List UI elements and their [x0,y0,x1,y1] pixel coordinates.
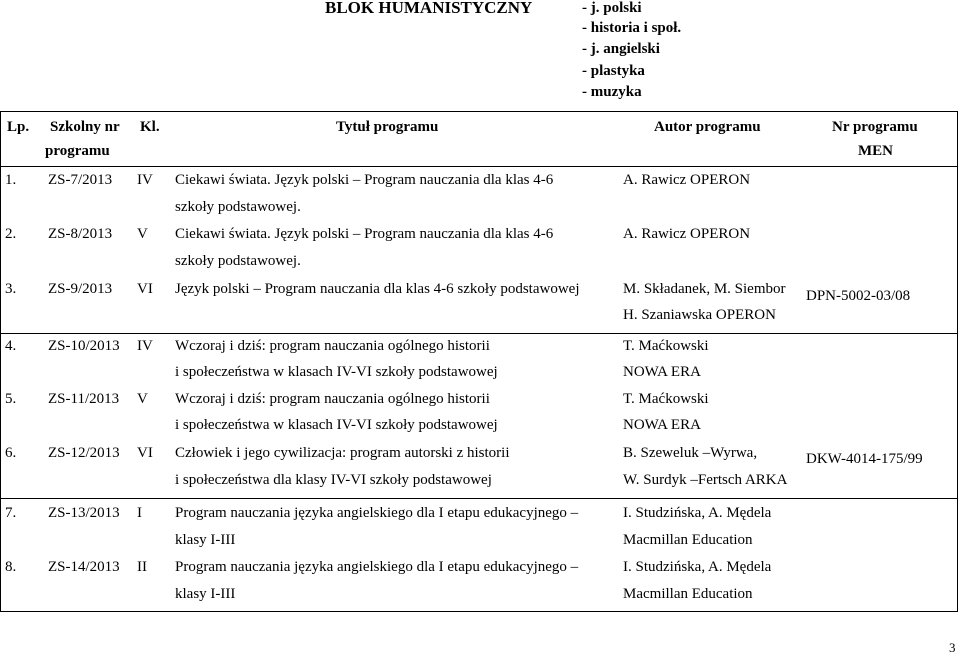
row-code: ZS-14/2013 [48,559,120,575]
header-title: Tytuł programu [336,119,439,135]
table-bottom-border [0,611,958,612]
row-men-number: DKW-4014-175/99 [806,451,923,467]
header-class: Kl. [140,119,160,135]
table-left-border [0,111,1,612]
row-author: Macmillan Education [623,532,753,548]
row-title: Język polski – Program nauczania dla klas 4-6 szkoły podstawowej [175,281,580,297]
row-title: Wczoraj i dziś: program nauczania ogólnego historii [175,338,490,354]
group-separator [0,333,958,334]
table-top-border [0,111,958,112]
row-code: ZS-11/2013 [48,391,120,407]
row-title: szkoły podstawowej. [175,253,301,269]
row-title: i społeczeństwa w klasach IV-VI szkoły podstawowej [175,417,498,433]
row-men-number: DPN-5002-03/08 [806,288,911,304]
row-code: ZS-13/2013 [48,505,120,521]
row-author: NOWA ERA [623,417,701,433]
row-class: IV [137,338,153,354]
row-class: V [137,226,148,242]
row-lp: 6. [5,445,17,461]
row-author: A. Rawicz OPERON [623,226,751,242]
row-title: i społeczeństwa dla klasy IV-VI szkoły podstawowej [175,472,492,488]
row-lp: 5. [5,391,17,407]
row-code: ZS-8/2013 [48,226,113,242]
row-lp: 7. [5,505,17,521]
subject-item: - plastyka [582,63,645,79]
row-class: IV [137,172,153,188]
row-title: Program nauczania języka angielskiego dla I etapu edukacyjnego – [175,505,579,521]
row-author: T. Maćkowski [623,391,709,407]
row-class: VI [137,281,153,297]
row-author: W. Surdyk –Fertsch ARKA [623,472,788,488]
row-lp: 2. [5,226,17,242]
subject-item: - j. angielski [582,41,660,57]
row-title: klasy I-III [175,586,236,602]
row-code: ZS-7/2013 [48,172,113,188]
header-nr: Nr programu [832,119,918,135]
row-author: I. Studzińska, A. Mędela [623,559,772,575]
row-author: T. Maćkowski [623,338,709,354]
row-class: V [137,391,148,407]
row-lp: 3. [5,281,17,297]
row-author: NOWA ERA [623,364,701,380]
row-author: H. Szaniawska OPERON [623,307,776,323]
row-author: A. Rawicz OPERON [623,172,751,188]
row-code: ZS-12/2013 [48,445,120,461]
row-author: I. Studzińska, A. Mędela [623,505,772,521]
group-separator [0,498,958,499]
page-number: 3 [949,640,956,655]
row-author: Macmillan Education [623,586,753,602]
row-title: Człowiek i jego cywilizacja: program autorski z historii [175,445,510,461]
row-code: ZS-9/2013 [48,281,113,297]
block-title: BLOK HUMANISTYCZNY [325,0,533,17]
row-title: klasy I-III [175,532,236,548]
row-title: Ciekawi świata. Język polski – Program nauczania dla klas 4-6 [175,172,554,188]
row-title: Ciekawi świata. Język polski – Program nauczania dla klas 4-6 [175,226,554,242]
row-title: Wczoraj i dziś: program nauczania ogólnego historii [175,391,490,407]
header-school-nr-line2: programu [45,143,110,159]
subject-item: - j. polski [582,0,642,16]
row-author: M. Składanek, M. Siembor [623,281,786,297]
row-title: szkoły podstawowej. [175,199,301,215]
row-title: Program nauczania języka angielskiego dla I etapu edukacyjnego – [175,559,579,575]
header-bottom-border [0,166,958,167]
table-right-border [957,111,958,612]
header-school-nr: Szkolny nr [50,119,120,135]
header-nr-line2: MEN [858,143,893,159]
header-author: Autor programu [654,119,761,135]
subject-item: - historia i społ. [582,20,682,36]
row-lp: 1. [5,172,17,188]
row-title: i społeczeństwa w klasach IV-VI szkoły podstawowej [175,364,498,380]
row-class: VI [137,445,153,461]
row-class: II [137,559,147,575]
row-code: ZS-10/2013 [48,338,120,354]
header-lp: Lp. [7,119,30,135]
subject-item: - muzyka [582,84,642,100]
row-author: B. Szeweluk –Wyrwa, [623,445,758,461]
row-lp: 4. [5,338,17,354]
row-lp: 8. [5,559,17,575]
row-class: I [137,505,142,521]
